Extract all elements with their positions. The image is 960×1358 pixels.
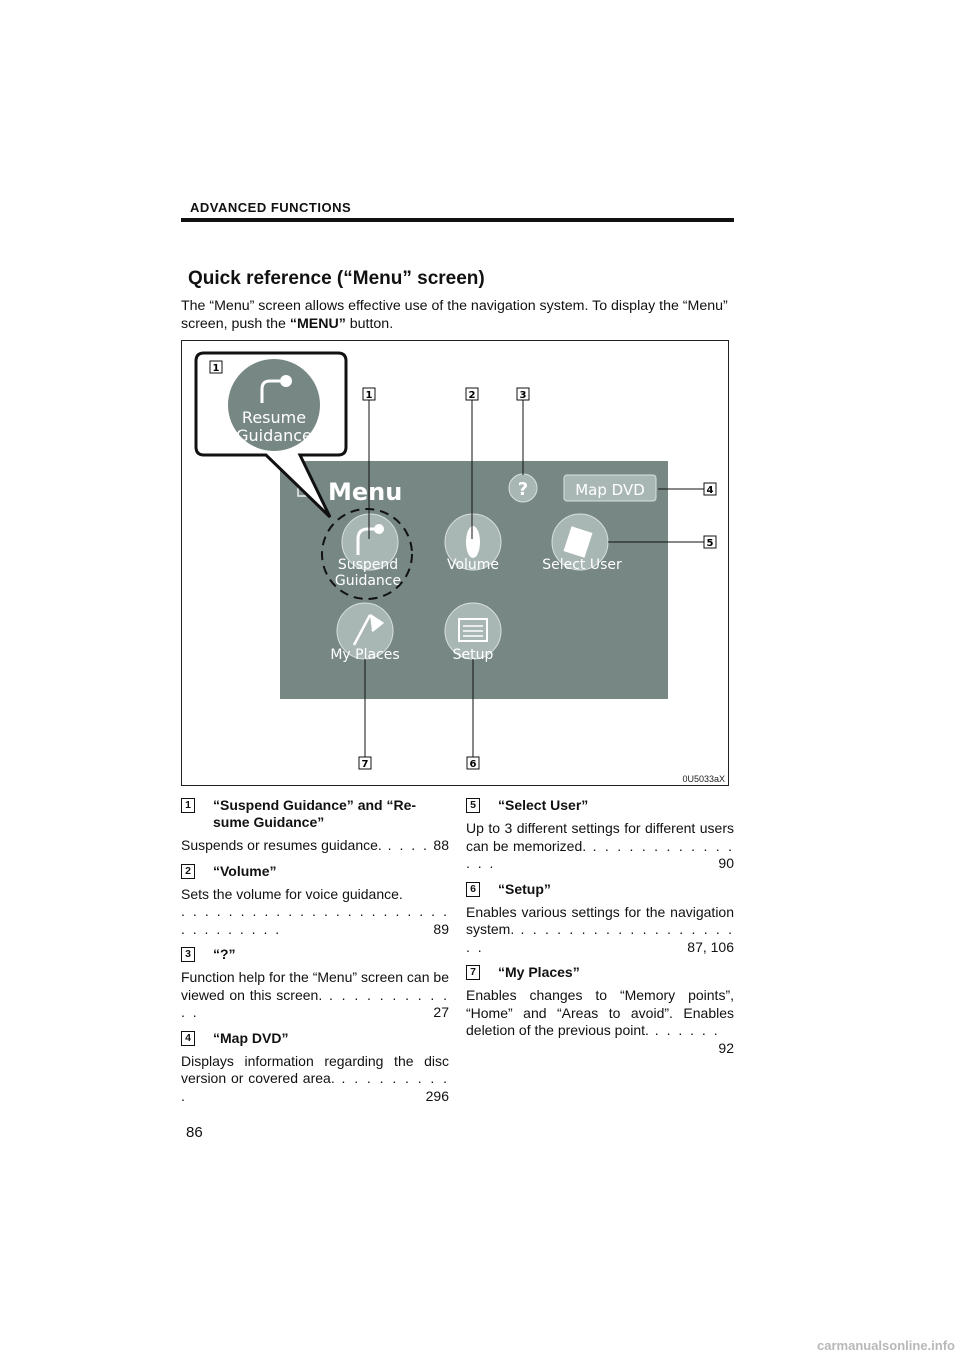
section-header: ADVANCED FUNCTIONS (190, 200, 352, 215)
entry-page-ref: 89 (433, 920, 449, 937)
marker-6: 6 (469, 759, 477, 770)
figure-code: 0U5033aX (682, 774, 725, 784)
intro-text: The “Menu” screen allows effective use of the navigation system. To display the “Menu” screen, push the (181, 298, 728, 332)
entry-number: 1 (181, 798, 195, 813)
resume-label-line1: Resume (241, 408, 307, 427)
entry-page-ref: 90 (718, 855, 734, 871)
entry-desc: Displays information regarding the disc version or covered area. (181, 1052, 449, 1086)
entry-title: “Map DVD” (213, 1029, 289, 1046)
entry-page-ref: 92 (718, 1039, 734, 1056)
speaker-icon (466, 526, 480, 558)
entry-dots: . . . . . . . . . . . . . . . . . . . . . . . . . . . . . . . . (181, 903, 449, 937)
marker-callout: 1 (212, 363, 220, 374)
entry-help (181, 946, 449, 1022)
page-title: Quick reference (“Menu” screen) (188, 268, 485, 289)
marker-5: 5 (706, 538, 714, 549)
entry-suspend-guidance (181, 797, 449, 855)
entry-map-dvd (181, 1030, 449, 1106)
route-target-icon (374, 524, 384, 534)
entry-title: “Select User” (498, 797, 589, 813)
entry-title: “My Places” (498, 964, 580, 980)
entry-my-places (466, 964, 734, 1056)
entry-number: 2 (181, 864, 195, 879)
entry-number: 7 (466, 965, 480, 980)
entry-number: 4 (181, 1031, 195, 1046)
entry-volume (181, 863, 449, 939)
entries-left-column (181, 797, 449, 1113)
screen-title: Menu (328, 478, 403, 506)
resume-target-icon (280, 375, 292, 387)
setup-label: Setup (452, 647, 494, 663)
intro-text-end: button. (345, 316, 394, 332)
entry-desc: Enables various settings for the navigation system. (466, 903, 734, 937)
entry-desc: Function help for the “Menu” screen can be viewed on this screen. (181, 969, 449, 1003)
entry-title: “Setup” (498, 880, 551, 897)
intro-paragraph (181, 297, 737, 333)
menu-screen-figure (181, 340, 729, 786)
marker-1: 1 (365, 390, 373, 401)
entry-setup (466, 881, 734, 957)
entry-select-user (466, 797, 734, 873)
entry-title: “?” (213, 946, 236, 962)
entry-desc: Sets the volume for voice guidance. (181, 885, 403, 902)
entry-desc: Suspends or resumes guidance. (181, 837, 382, 853)
map-dvd-button-label: Map DVD (575, 481, 645, 499)
entries-right-column (466, 797, 734, 1057)
marker-3: 3 (519, 390, 527, 401)
entry-number: 5 (466, 798, 480, 813)
figure-illustration (182, 341, 730, 787)
entry-dots: . . . . . . . . . . . . (181, 986, 449, 1020)
suspend-label-line1: Suspend (337, 557, 399, 573)
entry-title: “Volume” (213, 862, 277, 879)
entry-dots: . . . . . . . . . . . . . . . (466, 837, 734, 871)
header-rule (181, 218, 734, 222)
resume-label-line2: Guidance (236, 426, 312, 445)
watermark[interactable]: carmanualsonline.info (817, 1338, 955, 1353)
entry-number: 6 (466, 882, 480, 897)
entry-dots: . . . . . . . . . . . . . . . . . . . . (466, 921, 734, 955)
marker-2: 2 (468, 390, 476, 401)
my-places-label: My Places (330, 647, 400, 663)
volume-label: Volume (446, 557, 500, 573)
entry-desc: Up to 3 different settings for different users can be memorized. (466, 820, 734, 854)
entry-title: “Suspend Guidance” and “Re-sume Guidance” (213, 797, 417, 830)
entry-page-ref: 87, 106 (687, 938, 734, 955)
suspend-label-line2: Guidance (334, 573, 402, 589)
intro-menu-button-name: “MENU” (289, 316, 346, 332)
marker-4: 4 (706, 485, 714, 496)
entry-page-ref: 88 (433, 837, 449, 853)
entry-dots: . . . . . . . . . . (181, 1070, 449, 1104)
entry-desc: Enables changes to “Memory points”, “Home” and “Areas to avoid”. Enables deletion of the previous point. (466, 987, 734, 1038)
entry-dots: . . . . . . (648, 1022, 720, 1038)
marker-7: 7 (361, 759, 369, 770)
entry-number: 3 (181, 947, 195, 962)
help-button-label: ? (517, 479, 529, 500)
page-number: 86 (186, 1124, 203, 1141)
entry-page-ref: 296 (425, 1087, 449, 1104)
entry-page-ref: 27 (433, 1004, 449, 1020)
entry-dots: . . . . (381, 837, 429, 853)
select-user-label: Select User (542, 557, 622, 573)
